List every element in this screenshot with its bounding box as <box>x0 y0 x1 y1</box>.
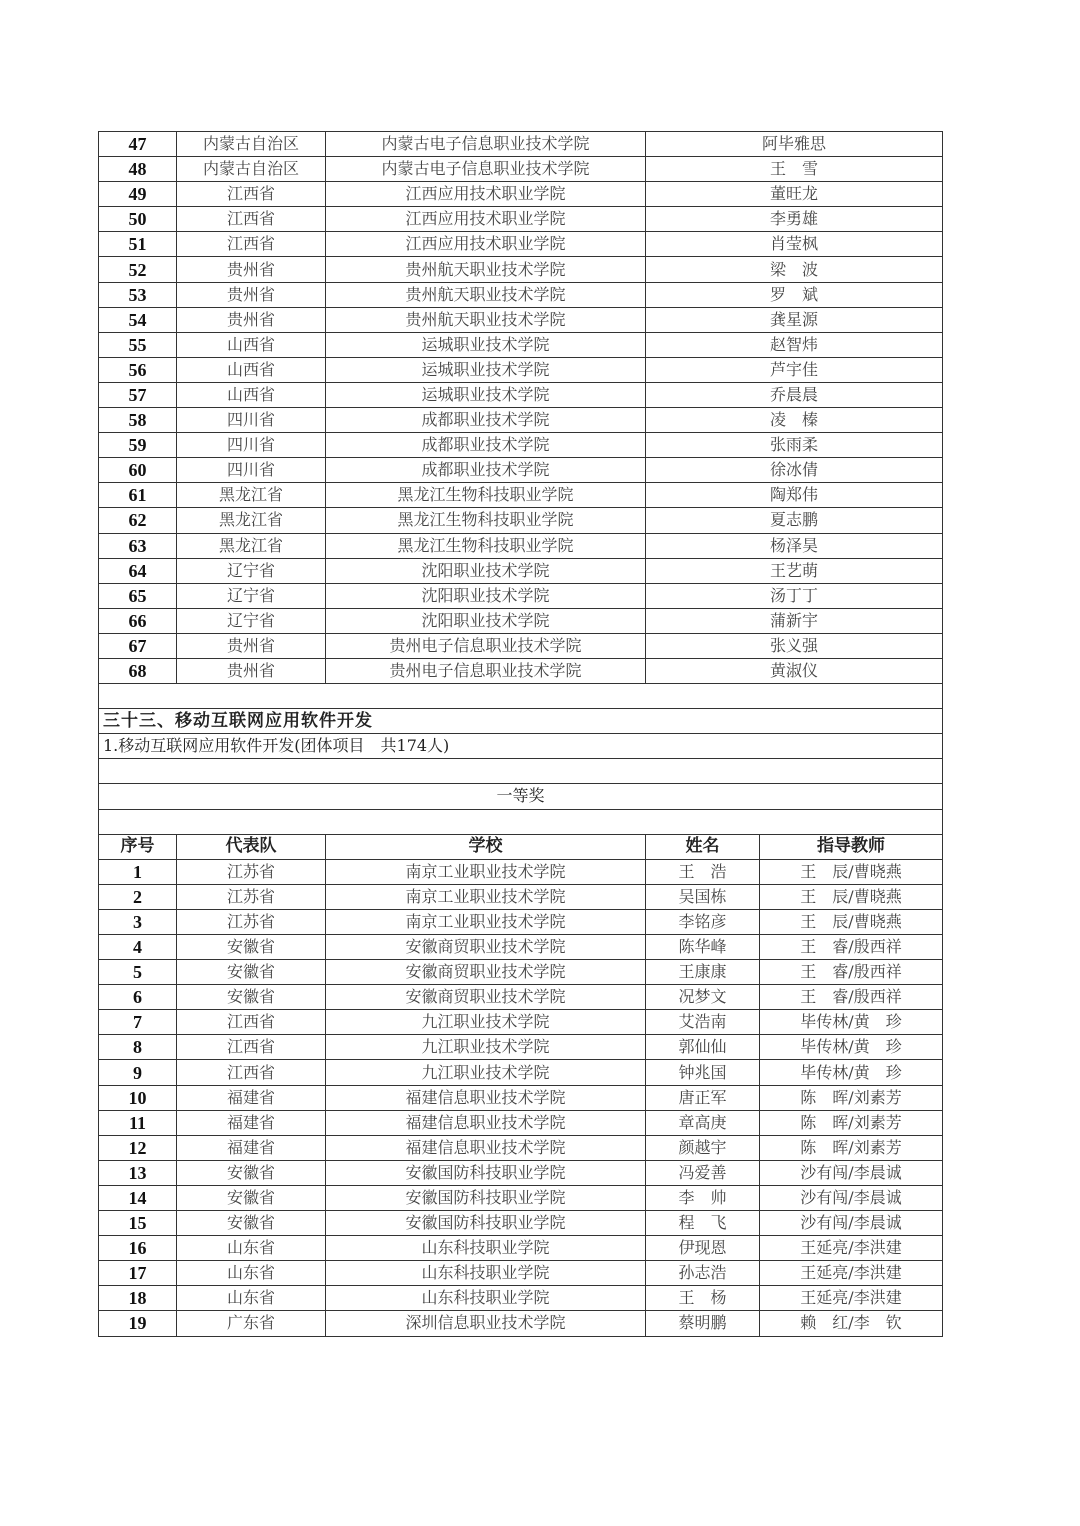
table-row <box>99 1085 943 1110</box>
cell-school: 贵州航天职业技术学院 <box>326 257 646 282</box>
table-row <box>99 1135 943 1160</box>
cell-team: 山西省 <box>177 382 326 407</box>
cell-no: 52 <box>99 257 177 282</box>
cell-team: 山东省 <box>177 1261 326 1286</box>
table-row <box>99 583 943 608</box>
table-row <box>99 960 943 985</box>
cell-team: 辽宁省 <box>177 583 326 608</box>
cell-no: 10 <box>99 1085 177 1110</box>
table-row <box>99 207 943 232</box>
cell-school: 山东科技职业学院 <box>326 1286 646 1311</box>
cell-name: 凌 榛 <box>646 408 943 433</box>
subsection-title: 1.移动互联网应用软件开发(团体项目 共174人) <box>99 734 943 759</box>
table-row <box>99 257 943 282</box>
blank-cell <box>99 759 943 784</box>
cell-no: 2 <box>99 884 177 909</box>
table-row <box>99 182 943 207</box>
table-row <box>99 558 943 583</box>
cell-team: 贵州省 <box>177 633 326 658</box>
table-row <box>99 483 943 508</box>
cell-school: 江西应用技术职业学院 <box>326 207 646 232</box>
first-prize-results-body <box>99 859 943 1336</box>
table-row <box>99 608 943 633</box>
cell-no: 12 <box>99 1135 177 1160</box>
cell-name: 罗 斌 <box>646 282 943 307</box>
cell-name: 张雨柔 <box>646 433 943 458</box>
cell-name: 肖莹枫 <box>646 232 943 257</box>
cell-school: 江西应用技术职业学院 <box>326 232 646 257</box>
table-row <box>99 357 943 382</box>
cell-school: 九江职业技术学院 <box>326 1035 646 1060</box>
blank-row <box>99 809 943 834</box>
cell-school: 成都职业技术学院 <box>326 458 646 483</box>
table-row <box>99 1160 943 1185</box>
cell-name: 乔晨晨 <box>646 382 943 407</box>
table-row <box>99 232 943 257</box>
cell-name: 王 浩 <box>646 859 760 884</box>
cell-no: 15 <box>99 1211 177 1236</box>
cell-no: 58 <box>99 408 177 433</box>
table-row <box>99 1261 943 1286</box>
table-row <box>99 458 943 483</box>
cell-name: 况梦文 <box>646 985 760 1010</box>
column-header-name: 姓名 <box>646 834 760 859</box>
cell-name: 梁 波 <box>646 257 943 282</box>
cell-name: 龚星源 <box>646 307 943 332</box>
cell-no: 54 <box>99 307 177 332</box>
cell-team: 安徽省 <box>177 1211 326 1236</box>
cell-no: 67 <box>99 633 177 658</box>
subsection-title-row <box>99 734 943 759</box>
column-header-school: 学校 <box>326 834 646 859</box>
table-row <box>99 533 943 558</box>
cell-team: 辽宁省 <box>177 608 326 633</box>
cell-school: 安徽国防科技职业学院 <box>326 1160 646 1185</box>
cell-team: 四川省 <box>177 408 326 433</box>
cell-team: 山东省 <box>177 1286 326 1311</box>
blank-cell <box>99 684 943 709</box>
table-row <box>99 658 943 683</box>
cell-team: 广东省 <box>177 1311 326 1336</box>
cell-no: 57 <box>99 382 177 407</box>
cell-team: 贵州省 <box>177 307 326 332</box>
cell-no: 18 <box>99 1286 177 1311</box>
cell-school: 黑龙江生物科技职业学院 <box>326 533 646 558</box>
table-row <box>99 408 943 433</box>
table-row <box>99 508 943 533</box>
table-row <box>99 1311 943 1336</box>
table-row <box>99 884 943 909</box>
cell-name: 阿毕雅思 <box>646 132 943 157</box>
cell-team: 福建省 <box>177 1110 326 1135</box>
cell-teacher: 毕传林/黄 珍 <box>760 1035 943 1060</box>
cell-team: 辽宁省 <box>177 558 326 583</box>
cell-school: 安徽国防科技职业学院 <box>326 1211 646 1236</box>
cell-teacher: 沙有闯/李晨诚 <box>760 1160 943 1185</box>
cell-team: 江西省 <box>177 207 326 232</box>
cell-name: 董旺龙 <box>646 182 943 207</box>
cell-school: 贵州电子信息职业技术学院 <box>326 633 646 658</box>
cell-name: 孙志浩 <box>646 1261 760 1286</box>
cell-team: 江西省 <box>177 1035 326 1060</box>
blank-row <box>99 684 943 709</box>
cell-teacher: 陈 晖/刘素芳 <box>760 1085 943 1110</box>
cell-school: 安徽商贸职业技术学院 <box>326 935 646 960</box>
cell-name: 杨泽昊 <box>646 533 943 558</box>
cell-team: 内蒙古自治区 <box>177 157 326 182</box>
cell-name: 李勇雄 <box>646 207 943 232</box>
cell-school: 深圳信息职业技术学院 <box>326 1311 646 1336</box>
table-row <box>99 382 943 407</box>
cell-name: 夏志鹏 <box>646 508 943 533</box>
cell-teacher: 沙有闯/李晨诚 <box>760 1211 943 1236</box>
table-row <box>99 1010 943 1035</box>
cell-teacher: 王 睿/殷西祥 <box>760 935 943 960</box>
cell-name: 张义强 <box>646 633 943 658</box>
cell-no: 5 <box>99 960 177 985</box>
cell-name: 蔡明鹏 <box>646 1311 760 1336</box>
cell-name: 王 雪 <box>646 157 943 182</box>
cell-school: 黑龙江生物科技职业学院 <box>326 508 646 533</box>
cell-team: 安徽省 <box>177 1185 326 1210</box>
cell-no: 51 <box>99 232 177 257</box>
cell-school: 内蒙古电子信息职业技术学院 <box>326 132 646 157</box>
cell-name: 陶郑伟 <box>646 483 943 508</box>
column-header-no: 序号 <box>99 834 177 859</box>
cell-no: 50 <box>99 207 177 232</box>
cell-no: 64 <box>99 558 177 583</box>
cell-no: 55 <box>99 332 177 357</box>
cell-school: 沈阳职业技术学院 <box>326 558 646 583</box>
table-row <box>99 1236 943 1261</box>
cell-no: 8 <box>99 1035 177 1060</box>
cell-team: 贵州省 <box>177 257 326 282</box>
table-row <box>99 1060 943 1085</box>
results-table <box>98 131 943 1337</box>
cell-school: 贵州航天职业技术学院 <box>326 307 646 332</box>
cell-school: 运城职业技术学院 <box>326 382 646 407</box>
table-row <box>99 1185 943 1210</box>
cell-name: 芦宇佳 <box>646 357 943 382</box>
cell-school: 贵州航天职业技术学院 <box>326 282 646 307</box>
cell-teacher: 毕传林/黄 珍 <box>760 1060 943 1085</box>
table-row <box>99 985 943 1010</box>
cell-team: 安徽省 <box>177 985 326 1010</box>
cell-no: 68 <box>99 658 177 683</box>
cell-name: 钟兆国 <box>646 1060 760 1085</box>
cell-name: 吴国栋 <box>646 884 760 909</box>
cell-teacher: 王延亮/李洪建 <box>760 1236 943 1261</box>
cell-team: 江苏省 <box>177 909 326 934</box>
cell-no: 14 <box>99 1185 177 1210</box>
table-row <box>99 935 943 960</box>
cell-no: 65 <box>99 583 177 608</box>
cell-team: 内蒙古自治区 <box>177 132 326 157</box>
cell-school: 运城职业技术学院 <box>326 357 646 382</box>
cell-school: 沈阳职业技术学院 <box>326 583 646 608</box>
table-row <box>99 859 943 884</box>
cell-name: 徐冰倩 <box>646 458 943 483</box>
previous-results-body <box>99 132 943 684</box>
cell-teacher: 赖 红/李 钦 <box>760 1311 943 1336</box>
column-header-row <box>99 834 943 859</box>
cell-no: 17 <box>99 1261 177 1286</box>
cell-school: 成都职业技术学院 <box>326 433 646 458</box>
cell-teacher: 王延亮/李洪建 <box>760 1261 943 1286</box>
cell-team: 福建省 <box>177 1135 326 1160</box>
cell-name: 颜越宇 <box>646 1135 760 1160</box>
cell-no: 13 <box>99 1160 177 1185</box>
cell-name: 唐正军 <box>646 1085 760 1110</box>
cell-team: 贵州省 <box>177 282 326 307</box>
table-row <box>99 633 943 658</box>
cell-team: 四川省 <box>177 433 326 458</box>
table-row <box>99 157 943 182</box>
cell-name: 黄淑仪 <box>646 658 943 683</box>
cell-team: 江西省 <box>177 1060 326 1085</box>
cell-name: 汤丁丁 <box>646 583 943 608</box>
table-row <box>99 1286 943 1311</box>
cell-school: 南京工业职业技术学院 <box>326 859 646 884</box>
cell-school: 福建信息职业技术学院 <box>326 1110 646 1135</box>
cell-no: 60 <box>99 458 177 483</box>
cell-no: 9 <box>99 1060 177 1085</box>
cell-no: 3 <box>99 909 177 934</box>
cell-school: 山东科技职业学院 <box>326 1236 646 1261</box>
cell-name: 程 飞 <box>646 1211 760 1236</box>
table-row <box>99 132 943 157</box>
cell-name: 赵智炜 <box>646 332 943 357</box>
award-title-row <box>99 784 943 809</box>
cell-team: 安徽省 <box>177 1160 326 1185</box>
blank-cell <box>99 809 943 834</box>
cell-name: 蒲新宇 <box>646 608 943 633</box>
cell-school: 安徽国防科技职业学院 <box>326 1185 646 1210</box>
cell-no: 1 <box>99 859 177 884</box>
cell-team: 江西省 <box>177 182 326 207</box>
cell-team: 四川省 <box>177 458 326 483</box>
cell-no: 66 <box>99 608 177 633</box>
cell-teacher: 王 辰/曹晓燕 <box>760 909 943 934</box>
cell-team: 江苏省 <box>177 859 326 884</box>
table-row <box>99 1035 943 1060</box>
cell-no: 11 <box>99 1110 177 1135</box>
cell-teacher: 王 辰/曹晓燕 <box>760 884 943 909</box>
cell-name: 郭仙仙 <box>646 1035 760 1060</box>
cell-school: 福建信息职业技术学院 <box>326 1085 646 1110</box>
cell-teacher: 王 辰/曹晓燕 <box>760 859 943 884</box>
table-row <box>99 332 943 357</box>
cell-school: 南京工业职业技术学院 <box>326 884 646 909</box>
cell-team: 江西省 <box>177 1010 326 1035</box>
cell-team: 山东省 <box>177 1236 326 1261</box>
cell-school: 江西应用技术职业学院 <box>326 182 646 207</box>
cell-teacher: 陈 晖/刘素芳 <box>760 1135 943 1160</box>
cell-team: 安徽省 <box>177 935 326 960</box>
cell-no: 63 <box>99 533 177 558</box>
cell-no: 48 <box>99 157 177 182</box>
table-row <box>99 282 943 307</box>
cell-school: 九江职业技术学院 <box>326 1060 646 1085</box>
cell-team: 黑龙江省 <box>177 508 326 533</box>
cell-name: 王艺萌 <box>646 558 943 583</box>
cell-teacher: 陈 晖/刘素芳 <box>760 1110 943 1135</box>
cell-team: 江西省 <box>177 232 326 257</box>
cell-team: 黑龙江省 <box>177 533 326 558</box>
cell-team: 黑龙江省 <box>177 483 326 508</box>
table-row <box>99 909 943 934</box>
cell-team: 福建省 <box>177 1085 326 1110</box>
cell-name: 李 帅 <box>646 1185 760 1210</box>
cell-name: 王康康 <box>646 960 760 985</box>
cell-school: 南京工业职业技术学院 <box>326 909 646 934</box>
cell-school: 贵州电子信息职业技术学院 <box>326 658 646 683</box>
cell-no: 6 <box>99 985 177 1010</box>
cell-no: 7 <box>99 1010 177 1035</box>
cell-school: 沈阳职业技术学院 <box>326 608 646 633</box>
cell-teacher: 王 睿/殷西祥 <box>760 985 943 1010</box>
award-title: 一等奖 <box>99 784 943 809</box>
cell-school: 安徽商贸职业技术学院 <box>326 985 646 1010</box>
cell-team: 安徽省 <box>177 960 326 985</box>
cell-school: 福建信息职业技术学院 <box>326 1135 646 1160</box>
cell-name: 陈华峰 <box>646 935 760 960</box>
cell-no: 16 <box>99 1236 177 1261</box>
section-title-row <box>99 709 943 734</box>
table-row <box>99 307 943 332</box>
table-row <box>99 1110 943 1135</box>
cell-name: 李铭彦 <box>646 909 760 934</box>
cell-teacher: 王延亮/李洪建 <box>760 1286 943 1311</box>
section-header-block <box>99 684 943 860</box>
cell-no: 4 <box>99 935 177 960</box>
cell-teacher: 王 睿/殷西祥 <box>760 960 943 985</box>
cell-no: 19 <box>99 1311 177 1336</box>
cell-no: 62 <box>99 508 177 533</box>
cell-teacher: 毕传林/黄 珍 <box>760 1010 943 1035</box>
cell-school: 九江职业技术学院 <box>326 1010 646 1035</box>
cell-no: 61 <box>99 483 177 508</box>
cell-team: 贵州省 <box>177 658 326 683</box>
cell-teacher: 沙有闯/李晨诚 <box>760 1185 943 1210</box>
cell-name: 伊现恩 <box>646 1236 760 1261</box>
cell-name: 王 杨 <box>646 1286 760 1311</box>
cell-school: 山东科技职业学院 <box>326 1261 646 1286</box>
section-title: 三十三、移动互联网应用软件开发 <box>99 709 943 734</box>
cell-no: 56 <box>99 357 177 382</box>
cell-no: 47 <box>99 132 177 157</box>
cell-name: 冯爱善 <box>646 1160 760 1185</box>
cell-team: 山西省 <box>177 332 326 357</box>
cell-no: 49 <box>99 182 177 207</box>
cell-school: 黑龙江生物科技职业学院 <box>326 483 646 508</box>
cell-name: 章高庚 <box>646 1110 760 1135</box>
cell-school: 安徽商贸职业技术学院 <box>326 960 646 985</box>
cell-team: 江苏省 <box>177 884 326 909</box>
cell-school: 运城职业技术学院 <box>326 332 646 357</box>
column-header-team: 代表队 <box>177 834 326 859</box>
column-header-teacher: 指导教师 <box>760 834 943 859</box>
cell-no: 53 <box>99 282 177 307</box>
table-row <box>99 1211 943 1236</box>
cell-school: 成都职业技术学院 <box>326 408 646 433</box>
table-row <box>99 433 943 458</box>
cell-school: 内蒙古电子信息职业技术学院 <box>326 157 646 182</box>
cell-team: 山西省 <box>177 357 326 382</box>
cell-name: 艾浩南 <box>646 1010 760 1035</box>
cell-no: 59 <box>99 433 177 458</box>
blank-row <box>99 759 943 784</box>
